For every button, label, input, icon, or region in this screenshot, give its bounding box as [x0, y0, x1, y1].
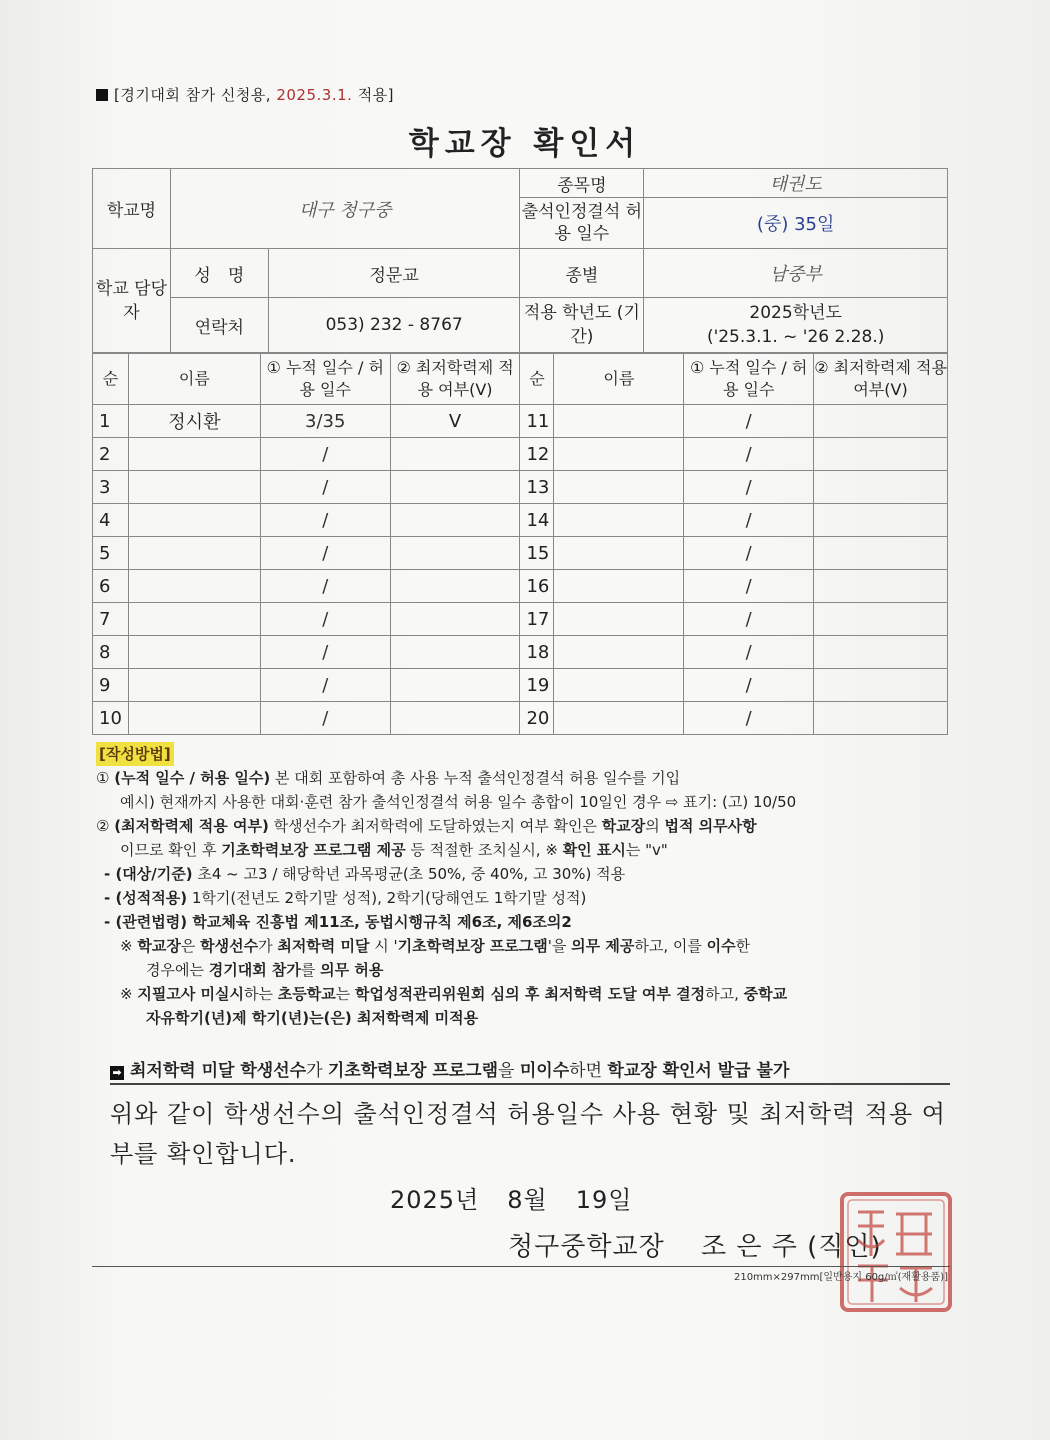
paper-spec-footnote: 210mm×297mm[일반용지 60g/㎡(재활용품)] [733, 1272, 948, 1283]
col-days-right: ① 누적 일수 / 허용 일수 [684, 354, 814, 405]
note1b-t2: 를 [300, 961, 321, 979]
roster-cell-min [390, 537, 520, 570]
roster-cell-no: 10 [93, 702, 129, 735]
table-row [93, 669, 948, 702]
roster-cell-no: 16 [520, 570, 554, 603]
item2b-text2: 등 적절한 조치실시, ※ [405, 841, 563, 859]
roster-cell-days: / [260, 504, 390, 537]
col-name-left: 이름 [128, 354, 260, 405]
detail2-bold: - (성적적용) [104, 889, 188, 907]
item1-mark: ① [96, 769, 110, 787]
note2-b4: 중학교 [743, 985, 788, 1003]
roster-cell-no: 20 [520, 702, 554, 735]
table-row [93, 537, 948, 570]
roster-cell-min [390, 669, 520, 702]
roster-cell-min [390, 603, 520, 636]
detail1-text: 초4 ~ 고3 / 해당학년 과목평균(초 50%, 중 40%, 고 30%) 적용 [192, 865, 626, 883]
form-header [96, 84, 394, 105]
detail2-text: 1학기(전년도 2학기말 성적), 2학기(당해연도 1학기말 성적) [187, 889, 587, 907]
roster-cell-name [554, 471, 684, 504]
note1-b2: 학생선수 [200, 937, 259, 955]
document-title: 학교장 확인서 [408, 126, 642, 162]
staff-name-value: 정문교 [268, 249, 520, 298]
note1-b1: 학교장 [137, 937, 181, 955]
table-row [93, 504, 948, 537]
notice-t4: 을 [498, 1061, 520, 1081]
year-cell [644, 298, 948, 353]
roster-cell-min [814, 603, 948, 636]
roster-cell-days: / [684, 504, 814, 537]
roster-cell-name [128, 537, 260, 570]
col-no-left: 순 [93, 354, 129, 405]
note2-t2: 하는 [244, 985, 278, 1003]
notice-t7: 학교장 확인서 발급 불가 [607, 1061, 790, 1081]
note1b-t1: 경우에는 [146, 961, 209, 979]
note1b-b2: 의무 허용 [320, 961, 384, 979]
note2-b2: 초등학교 [277, 985, 336, 1003]
school-name-label: 학교명 [93, 169, 171, 249]
roster-cell-name [128, 471, 260, 504]
roster-cell-min [814, 537, 948, 570]
event-label: 종목명 [520, 169, 644, 198]
arrow-box-icon: ➡ [110, 1066, 124, 1080]
roster-cell-no: 17 [520, 603, 554, 636]
roster-cell-no: 6 [93, 570, 129, 603]
roster-cell-no: 4 [93, 504, 129, 537]
roster-cell-name [554, 570, 684, 603]
notice-t5: 미이수 [519, 1061, 570, 1081]
roster-cell-days: / [684, 669, 814, 702]
roster-cell-min: V [390, 405, 520, 438]
roster-cell-days: / [260, 438, 390, 471]
roster-cell-days: 3/35 [260, 405, 390, 438]
roster-cell-no: 18 [520, 636, 554, 669]
roster-cell-days: / [684, 570, 814, 603]
roster-cell-name [554, 537, 684, 570]
instructions-section [96, 742, 956, 1030]
roster-cell-name [554, 702, 684, 735]
roster-cell-name [128, 702, 260, 735]
roster-cell-days: / [260, 669, 390, 702]
item2-text2: 의 [645, 817, 665, 835]
roster-cell-min [814, 636, 948, 669]
note1b-b1: 경기대회 참가 [208, 961, 301, 979]
col-no-right: 순 [520, 354, 554, 405]
detail3-bold: - (관련법령) 학교체육 진흥법 제11조, 동법시행규칙 제6조, 제6조의2 [104, 913, 572, 931]
table-row [93, 405, 948, 438]
item1-example: 예시) 현재까지 사용한 대회·훈련 참가 출석인정결석 허용 일수 총합이 10일인 경우 ⇨ 표기: (고) 10/50 [120, 793, 797, 811]
note2-t1: ※ [120, 985, 138, 1003]
roster-cell-days: / [684, 471, 814, 504]
roster-cell-name [128, 669, 260, 702]
year-value: 2025학년도 [749, 303, 842, 323]
note2b-bold: 자유학기(년)제 학기(년)는(은) 최저학력제 미적용 [146, 1009, 479, 1027]
table-row [93, 438, 948, 471]
roster-cell-no: 12 [520, 438, 554, 471]
detail1-bold: - (대상/기준) [104, 865, 193, 883]
item2b-bold1: 기초학력보장 프로그램 제공 [221, 841, 406, 859]
date-day: 19일 [575, 1186, 633, 1214]
roster-cell-name [128, 438, 260, 471]
contact-value: 053) 232 - 8767 [268, 298, 520, 353]
roster-cell-name [554, 603, 684, 636]
roster-cell-days: / [260, 702, 390, 735]
roster-cell-days: / [260, 537, 390, 570]
roster-cell-no: 13 [520, 471, 554, 504]
roster-cell-no: 19 [520, 669, 554, 702]
roster-cell-min [814, 669, 948, 702]
footer-rule [92, 1266, 950, 1267]
official-seal-icon [836, 1188, 956, 1316]
notice-t2: 가 [306, 1061, 328, 1081]
roster-cell-min [390, 570, 520, 603]
roster-cell-name [554, 438, 684, 471]
note1-t2: 은 [180, 937, 201, 955]
note1-t4: 시 ' [369, 937, 398, 955]
roster-cell-min [814, 702, 948, 735]
contact-label: 연락처 [170, 298, 268, 353]
item1-bold: (누적 일수 / 허용 일수) [114, 769, 271, 787]
roster-cell-name [128, 636, 260, 669]
col-min-left: ② 최저학력제 적용 여부(V) [390, 354, 520, 405]
roster-cell-no: 9 [93, 669, 129, 702]
item2-mark: ② [96, 817, 110, 835]
roster-cell-days: / [684, 636, 814, 669]
roster-cell-days: / [260, 570, 390, 603]
note1-t7: 한 [735, 937, 751, 955]
roster-cell-name [554, 636, 684, 669]
notice-t1: 최저학력 미달 학생선수 [130, 1061, 307, 1081]
table-row [93, 603, 948, 636]
note2-t4: 하고, [705, 985, 744, 1003]
note1-t5: '을 [547, 937, 572, 955]
year-label: 적용 학년도 (기간) [520, 298, 644, 353]
roster-cell-no: 1 [93, 405, 129, 438]
roster-cell-name: 정시환 [128, 405, 260, 438]
roster-cell-min [814, 438, 948, 471]
roster-cell-days: / [260, 471, 390, 504]
roster-cell-name [128, 570, 260, 603]
period-value: ('25.3.1. ~ '26 2.28.) [706, 327, 885, 347]
header-suffix: 적용] [352, 86, 395, 104]
roster-cell-days: / [684, 702, 814, 735]
staff-name-label: 성 명 [170, 249, 268, 298]
roster-header-row [93, 354, 948, 405]
roster-cell-days: / [684, 438, 814, 471]
item2-text: 학생선수가 최저학력에 도달하였는지 여부 확인은 [268, 817, 602, 835]
notice-t6: 하면 [569, 1061, 608, 1081]
roster-cell-no: 2 [93, 438, 129, 471]
table-row [93, 471, 948, 504]
roster-cell-name [554, 669, 684, 702]
roster-cell-days: / [260, 636, 390, 669]
note2-b3: 학업성적관리위원회 심의 후 최저학력 도달 여부 결정 [354, 985, 706, 1003]
staff-label: 학교 담당자 [93, 249, 171, 353]
table-row [93, 636, 948, 669]
note1-b6: 이수 [706, 937, 736, 955]
roster-cell-min [390, 636, 520, 669]
roster-cell-min [390, 702, 520, 735]
roster-cell-min [390, 438, 520, 471]
note1-b4: 기초학력보장 프로그램 [397, 937, 548, 955]
roster-cell-days: / [684, 405, 814, 438]
note1-b5: 의무 제공 [571, 937, 635, 955]
note1-t1: ※ [120, 937, 138, 955]
confirmation-statement: 위와 같이 학생선수의 출석인정결석 허용일수 사용 현황 및 최저학력 적용 여부를 확인합니다. [110, 1100, 946, 1168]
note2-b1: 지필고사 미실시 [137, 985, 244, 1003]
note2-t3: 는 [335, 985, 355, 1003]
notice-t3: 기초학력보장 프로그램 [327, 1061, 499, 1081]
date-month: 8월 [507, 1186, 548, 1214]
roster-cell-name [128, 603, 260, 636]
instructions-badge: [작성방법] [96, 742, 174, 766]
table-row [93, 702, 948, 735]
event-value: 태권도 [644, 169, 948, 198]
col-min-right: ② 최저학력제 적용 여부(V) [814, 354, 948, 405]
allowed-days-label: 출석인정결석 허용 일수 [520, 198, 644, 249]
item2b-bold2: 확인 표시 [562, 841, 626, 859]
roster-cell-no: 15 [520, 537, 554, 570]
issuance-notice [110, 1056, 950, 1085]
roster-cell-min [814, 471, 948, 504]
roster-cell-min [814, 570, 948, 603]
issue-date [390, 1180, 660, 1215]
roster-cell-min [814, 504, 948, 537]
date-year: 2025년 [390, 1186, 480, 1214]
roster-cell-min [390, 471, 520, 504]
item2-bold: (최저학력제 적용 여부) [114, 817, 269, 835]
item2b-text3: 는 "v" [625, 841, 668, 859]
item1-text: 본 대회 포함하여 총 사용 누적 출석인정결석 허용 일수를 기입 [270, 769, 681, 787]
roster-cell-no: 8 [93, 636, 129, 669]
school-info-table [92, 168, 948, 353]
roster-cell-name [554, 405, 684, 438]
item2b-text1: 이므로 확인 후 [120, 841, 222, 859]
header-date: 2025.3.1. [276, 86, 353, 104]
table-row [93, 570, 948, 603]
roster-cell-no: 11 [520, 405, 554, 438]
item2-bold3: 법적 의무사항 [664, 817, 757, 835]
col-days-left: ① 누적 일수 / 허용 일수 [260, 354, 390, 405]
student-roster-table [92, 353, 948, 735]
roster-cell-name [128, 504, 260, 537]
roster-cell-min [814, 405, 948, 438]
roster-cell-days: / [260, 603, 390, 636]
roster-cell-days: / [684, 603, 814, 636]
item2-bold2: 학교장 [601, 817, 646, 835]
principal-signature: 청구중학교장 조 은 주 (직인) [508, 1232, 882, 1262]
header-prefix: [경기대회 참가 신청용, [114, 86, 277, 104]
roster-cell-no: 7 [93, 603, 129, 636]
type-value: 남중부 [644, 249, 948, 298]
roster-cell-min [390, 504, 520, 537]
note1-t3: 가 [258, 937, 278, 955]
note1-b3: 최저학력 미달 [277, 937, 370, 955]
square-bullet-icon [96, 89, 108, 101]
school-name-value: 대구 청구중 [170, 169, 520, 249]
note1-t6: 하고, 이를 [634, 937, 707, 955]
roster-cell-days: / [684, 537, 814, 570]
roster-cell-no: 3 [93, 471, 129, 504]
roster-cell-no: 5 [93, 537, 129, 570]
roster-cell-name [554, 504, 684, 537]
allowed-days-value: (중) 35일 [644, 198, 948, 249]
col-name-right: 이름 [554, 354, 684, 405]
roster-cell-no: 14 [520, 504, 554, 537]
type-label: 종별 [520, 249, 644, 298]
